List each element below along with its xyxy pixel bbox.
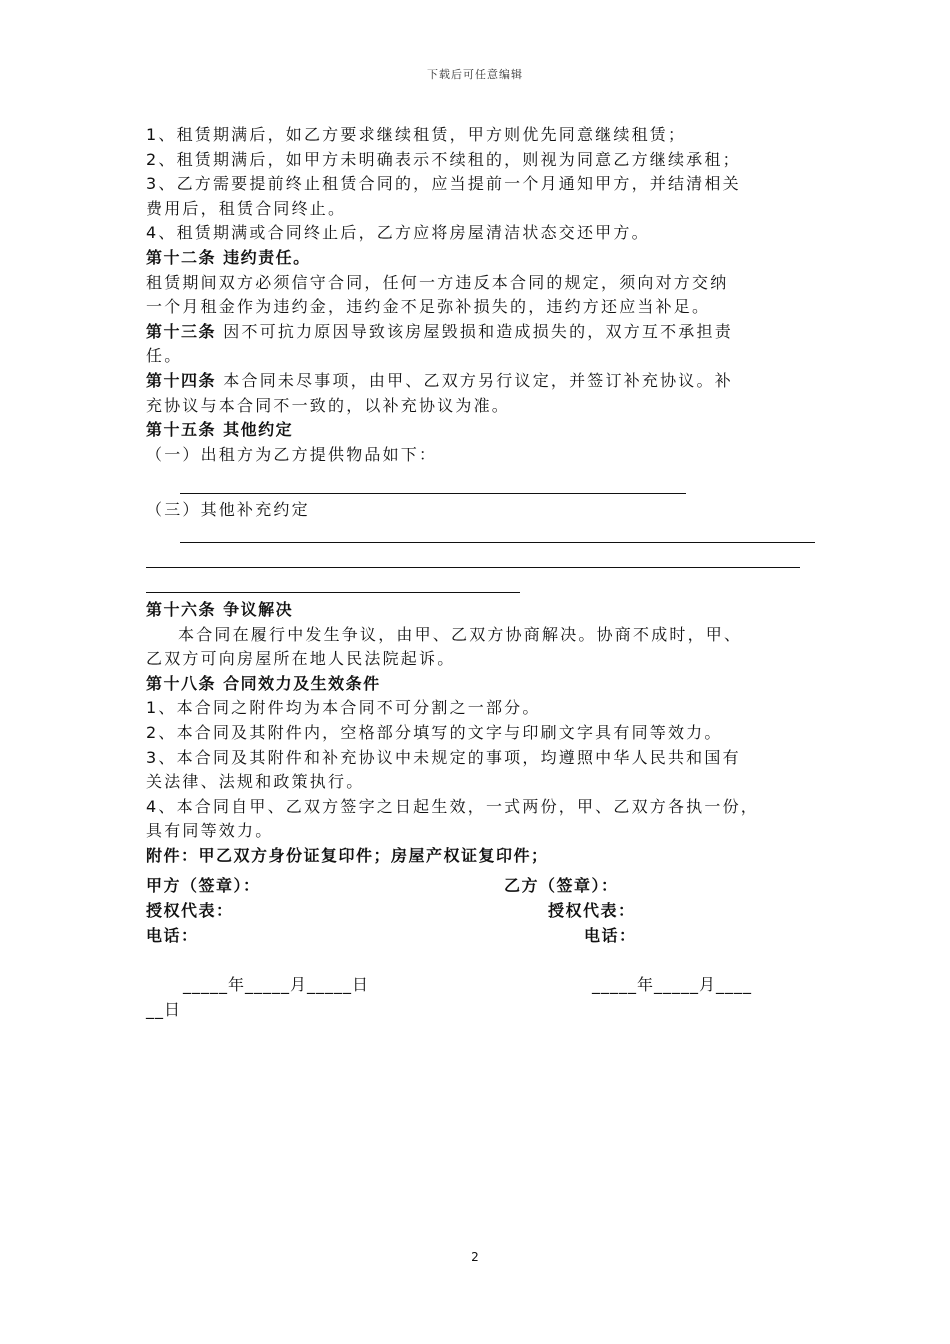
clause13 [146,320,806,345]
party-b-phone-label: 电话： [584,926,637,945]
clause18-item-2: 2、本合同及其附件内，空格部分填写的文字与印刷文字具有同等效力。 [146,722,723,742]
party-b-seal-label: 乙方（签章）： [504,876,619,895]
blank-line-items [180,493,686,494]
clause16-title: 第十六条 争议解决 [146,600,294,619]
clause12-line-1: 租赁期间双方必须信守合同，任何一方违反本合同的规定，须向对方交纳 [146,272,729,292]
clause11-item-3-cont: 费用后，租赁合同终止。 [146,198,347,218]
party-a-phone-label: 电话： [146,926,199,945]
party-a-date: _____年_____月_____日 [183,975,370,994]
page-header: 下载后可任意编辑 [427,68,523,81]
clause13-text-2: 任。 [146,346,183,366]
party-a-rep-label: 授权代表： [146,901,234,920]
clause12-title: 第十二条 违约责任。 [146,247,311,267]
attachment-note: 附件：甲乙双方身份证复印件；房屋产权证复印件； [146,845,549,865]
clause12-line-2: 一个月租金作为违约金，违约金不足弥补损失的，违约方还应当补足。 [146,297,711,317]
clause13-text-1: 因不可抗力原因导致该房屋毁损和造成损失的，双方互不承担责 [216,321,733,341]
clause14-title: 第十四条 [146,370,217,390]
clause18-title: 第十八条 合同效力及生效条件 [146,673,381,693]
clause18-item-3-cont: 关法律、法规和政策执行。 [146,772,365,792]
clause15-title: 第十五条 其他约定 [146,420,294,440]
blank-line-other-2 [146,567,800,568]
clause11-item-4: 4、租赁期满或合同终止后，乙方应将房屋清洁状态交还甲方。 [146,223,650,243]
blank-line-other-1 [180,542,815,543]
clause15-item-3: （三）其他补充约定 [146,500,310,519]
page-number: 2 [471,1250,479,1264]
clause15-continued [146,498,806,523]
clause13-title: 第十三条 [146,321,217,341]
clause15-item-1: （一）出租方为乙方提供物品如下： [146,444,438,464]
clause11-item-2: 2、租赁期满后，如甲方未明确表示不续租的，则视为同意乙方继续承租； [146,149,741,169]
clause11-item-3: 3、乙方需要提前终止租赁合同的，应当提前一个月通知甲方，并结清相关 [146,174,741,194]
clause16-line-2: 乙双方可向房屋所在地人民法院起诉。 [146,649,456,669]
party-b-date: _____年_____月____ [592,975,753,994]
clause18-item-4-cont: 具有同等效力。 [146,821,274,841]
clause14 [146,369,806,394]
clause16-line-1: 本合同在履行中发生争议，由甲、乙双方协商解决。协商不成时，甲、 [178,624,743,644]
blank-line-other-3 [146,592,520,593]
clause18-item-1: 1、本合同之附件均为本合同不可分割之一部分。 [146,698,541,718]
party-a-seal-label: 甲方（签章）： [146,876,261,895]
clause18-item-3: 3、本合同及其附件和补充协议中未规定的事项，均遵照中华人民共和国有 [146,747,741,767]
clause18-item-4: 4、本合同自甲、乙双方签字之日起生效，一式两份，甲、乙双方各执一份， [146,796,759,816]
party-b-date-cont: __日 [146,1000,182,1019]
clause14-text-1: 本合同未尽事项，由甲、乙双方另行议定，并签订补充协议。补 [216,370,733,390]
contract-body [146,123,806,467]
party-b-rep-label: 授权代表： [548,901,636,920]
clause14-text-2: 充协议与本合同不一致的，以补充协议为准。 [146,395,511,415]
clause11-item-1: 1、租赁期满后，如乙方要求继续租赁，甲方则优先同意继续租赁； [146,125,687,144]
contract-body-lower [146,598,806,869]
